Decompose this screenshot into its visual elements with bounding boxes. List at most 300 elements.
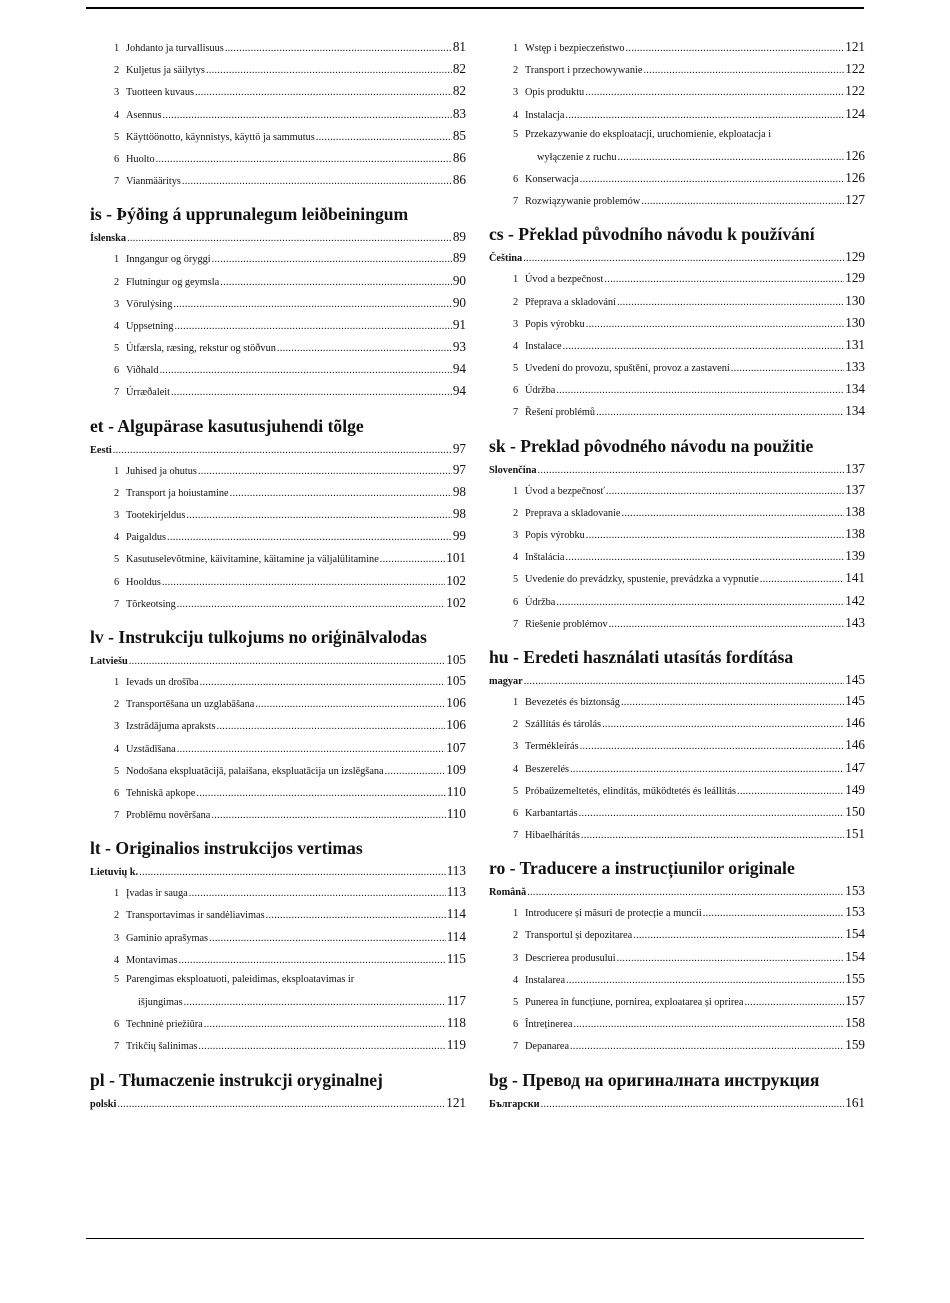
toc-entry[interactable] bbox=[489, 167, 865, 189]
page-number: 119 bbox=[446, 1037, 466, 1053]
leader-dots bbox=[177, 594, 445, 616]
toc-entry[interactable] bbox=[489, 734, 865, 756]
page-number: 138 bbox=[845, 526, 865, 541]
page-number: 153 bbox=[845, 904, 865, 920]
lang-label: magyar bbox=[489, 675, 523, 687]
entry-title: Depanarea bbox=[525, 1041, 570, 1053]
page-number: 141 bbox=[845, 570, 865, 586]
toc-entry[interactable] bbox=[90, 314, 466, 336]
toc-entry[interactable] bbox=[90, 58, 466, 80]
toc-entry[interactable] bbox=[489, 479, 865, 501]
entry-number: 1 bbox=[513, 485, 519, 497]
lang-label: Română bbox=[489, 887, 527, 899]
section-heading-hu[interactable]: hu - Eredeti használati utasítás fordítása bbox=[489, 646, 794, 667]
lang-line-pl[interactable] bbox=[90, 1093, 466, 1113]
toc-entry[interactable] bbox=[90, 714, 466, 736]
toc-entry[interactable] bbox=[90, 270, 466, 292]
toc-entry[interactable] bbox=[90, 1034, 466, 1056]
entry-number: 4 bbox=[513, 552, 519, 564]
entry-number: 4 bbox=[114, 954, 120, 966]
page-number: 98 bbox=[452, 483, 466, 499]
toc-entry[interactable] bbox=[90, 547, 466, 569]
entry-title: Riešenie problémov bbox=[525, 618, 608, 630]
leader-dots bbox=[139, 863, 446, 883]
page-number: 114 bbox=[446, 928, 466, 944]
toc-entry[interactable] bbox=[90, 948, 466, 970]
entry-title: Vörulýsing bbox=[126, 298, 173, 310]
toc-entry[interactable] bbox=[90, 459, 466, 481]
section-heading-is[interactable]: is - Þýðing á upprunalegum leiðbeiningum bbox=[90, 204, 409, 225]
toc-entry-continued[interactable] bbox=[489, 145, 865, 167]
lang-label: Български bbox=[489, 1098, 540, 1110]
lang-line-is[interactable] bbox=[90, 227, 466, 247]
page-number: 105 bbox=[446, 672, 466, 688]
entry-title: Szállítás és tárolás bbox=[525, 719, 602, 731]
entry-title: Przekazywanie do eksploatacji, uruchomienie, ekploatacja i bbox=[525, 128, 772, 140]
entry-title: Flutningur og geymsla bbox=[126, 276, 220, 288]
entry-number: 6 bbox=[114, 365, 120, 377]
entry-title: Montavimas bbox=[126, 954, 178, 966]
entry-number: 4 bbox=[513, 974, 519, 986]
entry-title: wyłączenie z ruchu bbox=[537, 151, 617, 163]
page-number: 82 bbox=[452, 83, 466, 99]
toc-entry[interactable] bbox=[90, 80, 466, 102]
entry-number: 4 bbox=[114, 320, 120, 332]
entry-number: 2 bbox=[114, 65, 120, 77]
entry-number: 4 bbox=[114, 109, 120, 121]
leader-dots bbox=[622, 503, 845, 525]
toc-entry[interactable] bbox=[90, 759, 466, 781]
toc-entry[interactable] bbox=[489, 801, 865, 823]
leader-dots bbox=[196, 783, 445, 805]
entry-number: 6 bbox=[114, 1019, 120, 1031]
toc-entry[interactable] bbox=[489, 58, 865, 80]
entry-number: 1 bbox=[114, 43, 120, 54]
leader-dots bbox=[206, 60, 452, 82]
page-number: 114 bbox=[446, 906, 466, 922]
leader-dots bbox=[177, 739, 445, 761]
toc-entry[interactable] bbox=[489, 990, 865, 1012]
leader-dots bbox=[198, 461, 452, 483]
leader-dots bbox=[527, 883, 844, 903]
leader-dots bbox=[212, 249, 452, 271]
leader-dots bbox=[586, 525, 844, 547]
toc-entry[interactable] bbox=[489, 567, 865, 589]
entry-title: Rozwiązywanie problemów bbox=[525, 196, 641, 208]
entry-title: Uppsetning bbox=[126, 320, 174, 332]
lang-line-et[interactable] bbox=[90, 439, 466, 459]
page-number: 110 bbox=[446, 806, 466, 822]
entry-title: Wstęp i bezpieczeństwo bbox=[525, 43, 625, 54]
toc-entry[interactable] bbox=[489, 1012, 865, 1034]
leader-dots bbox=[209, 928, 446, 950]
entry-number: 3 bbox=[114, 298, 120, 310]
page-number: 129 bbox=[845, 249, 865, 265]
page-number: 106 bbox=[446, 695, 466, 711]
lang-label: polski bbox=[90, 1098, 117, 1110]
toc-entry[interactable] bbox=[90, 103, 466, 125]
entry-title: Údržba bbox=[525, 596, 556, 608]
toc-entry[interactable] bbox=[489, 312, 865, 334]
toc-entry[interactable] bbox=[90, 881, 466, 903]
leader-dots bbox=[173, 294, 451, 316]
toc-entry[interactable] bbox=[90, 570, 466, 592]
leader-dots bbox=[604, 269, 844, 291]
toc-entry[interactable] bbox=[90, 781, 466, 803]
leader-dots bbox=[225, 38, 452, 60]
page-number: 131 bbox=[845, 336, 865, 352]
entry-title: Úvod a bezpečnost bbox=[525, 274, 604, 286]
entry-number: 7 bbox=[114, 1041, 120, 1053]
page-number: 155 bbox=[845, 970, 865, 986]
leader-dots bbox=[211, 805, 445, 827]
lang-label: Íslenska bbox=[90, 233, 127, 245]
leader-dots bbox=[385, 761, 446, 783]
toc-entry[interactable] bbox=[489, 968, 865, 990]
toc-entry[interactable] bbox=[90, 737, 466, 759]
page-number: 151 bbox=[845, 826, 865, 842]
page-number: 150 bbox=[845, 803, 865, 819]
toc-entry[interactable] bbox=[489, 779, 865, 801]
leader-dots bbox=[220, 272, 452, 294]
page-number: 154 bbox=[845, 948, 865, 964]
toc-entry[interactable] bbox=[90, 336, 466, 358]
toc-entry[interactable] bbox=[90, 803, 466, 825]
entry-number: 5 bbox=[114, 343, 120, 355]
entry-title: Popis výrobku bbox=[525, 318, 585, 330]
toc-entry[interactable] bbox=[90, 36, 466, 58]
entry-number: 6 bbox=[513, 173, 519, 185]
entry-title: Întreținerea bbox=[525, 1019, 573, 1031]
leader-dots bbox=[760, 569, 844, 591]
toc-entry[interactable] bbox=[489, 267, 865, 289]
entry-title: Trikčių šalinimas bbox=[126, 1041, 198, 1053]
entry-number: 5 bbox=[513, 363, 519, 375]
lv-section bbox=[90, 670, 466, 825]
page-number: 89 bbox=[452, 250, 466, 266]
entry-number: 4 bbox=[114, 743, 120, 755]
is-section bbox=[90, 247, 466, 402]
leader-dots bbox=[129, 652, 445, 672]
fi-section bbox=[90, 36, 466, 191]
page-number: 97 bbox=[452, 440, 466, 456]
entry-number: 1 bbox=[114, 888, 120, 900]
entry-number: 5 bbox=[513, 128, 519, 140]
page-number: 89 bbox=[452, 229, 466, 245]
page-number: 126 bbox=[845, 147, 865, 163]
toc-entry[interactable] bbox=[489, 923, 865, 945]
entry-number: 3 bbox=[513, 87, 519, 99]
toc-entry[interactable] bbox=[90, 481, 466, 503]
entry-number: 6 bbox=[513, 385, 519, 397]
page-number: 122 bbox=[845, 83, 865, 99]
toc-entry[interactable] bbox=[90, 592, 466, 614]
entry-title: Inštalácia bbox=[525, 552, 565, 564]
leader-dots bbox=[570, 1036, 844, 1058]
entry-title: Nodošana ekspluatācijā, palaišana, ekspluatācija un izslēgšana bbox=[126, 765, 384, 777]
entry-number: 7 bbox=[114, 810, 120, 822]
section-heading-et[interactable]: et - Algupärase kasutusjuhendi tõlge bbox=[90, 415, 364, 436]
toc-entry[interactable] bbox=[489, 189, 865, 211]
toc-entry[interactable] bbox=[489, 590, 865, 612]
entry-title: Transport i przechowywanie bbox=[525, 65, 643, 77]
page-number: 137 bbox=[845, 460, 865, 476]
toc-entry[interactable] bbox=[489, 612, 865, 634]
leader-dots bbox=[570, 759, 844, 781]
toc-entry[interactable] bbox=[90, 147, 466, 169]
entry-number: 6 bbox=[513, 596, 519, 608]
page-number: 109 bbox=[446, 761, 466, 777]
ro-section bbox=[489, 901, 865, 1056]
lang-line-lv[interactable] bbox=[90, 650, 466, 670]
toc-entry[interactable] bbox=[489, 523, 865, 545]
leader-dots bbox=[380, 549, 445, 571]
section-heading-ro[interactable]: ro - Traducere a instrucțiunilor originale bbox=[489, 858, 795, 879]
toc-entry[interactable] bbox=[489, 103, 865, 125]
toc-entry[interactable] bbox=[489, 501, 865, 523]
leader-dots bbox=[524, 672, 844, 692]
entry-title: Tehniskā apkope bbox=[126, 787, 196, 799]
entry-title: Preprava a skladovanie bbox=[525, 507, 621, 519]
entry-title: Řešení problémů bbox=[525, 407, 596, 419]
toc-entry[interactable] bbox=[489, 690, 865, 712]
page-number: 85 bbox=[452, 127, 466, 143]
toc-entry[interactable] bbox=[489, 901, 865, 923]
page-number: 124 bbox=[845, 105, 865, 121]
leader-dots bbox=[586, 314, 844, 336]
entry-number: 5 bbox=[114, 974, 120, 985]
page-number: 133 bbox=[845, 359, 865, 375]
entry-title: Karbantartás bbox=[525, 807, 578, 819]
entry-number: 5 bbox=[513, 785, 519, 797]
toc-entry[interactable] bbox=[90, 525, 466, 547]
entry-title: Bevezetés és biztonság bbox=[525, 696, 620, 708]
entry-title: Hibaelhárítás bbox=[525, 830, 580, 842]
section-heading-sk[interactable]: sk - Preklad pôvodného návodu na použitie bbox=[489, 435, 814, 456]
section-heading-lv[interactable]: lv - Instrukciju tulkojums no oriģinālvalodas bbox=[90, 626, 427, 647]
top-rule bbox=[86, 7, 864, 9]
entry-title: Techninė priežiūra bbox=[126, 1019, 203, 1031]
lang-line-ro[interactable] bbox=[489, 881, 865, 901]
leader-dots bbox=[617, 948, 845, 970]
toc-entry[interactable] bbox=[90, 380, 466, 402]
entry-title: Tuotteen kuvaus bbox=[126, 87, 194, 99]
entry-number: 5 bbox=[114, 131, 120, 143]
lang-line-bg[interactable] bbox=[489, 1093, 865, 1113]
leader-dots bbox=[565, 547, 844, 569]
toc-entry[interactable] bbox=[90, 292, 466, 314]
leader-dots bbox=[617, 292, 844, 314]
toc-entry[interactable] bbox=[489, 823, 865, 845]
leader-dots bbox=[277, 338, 452, 360]
toc-entry[interactable] bbox=[90, 970, 466, 990]
toc-entry[interactable] bbox=[489, 757, 865, 779]
entry-number: 2 bbox=[513, 507, 519, 519]
entry-title: Asennus bbox=[126, 109, 162, 121]
leader-dots bbox=[580, 169, 844, 191]
entry-number: 6 bbox=[513, 807, 519, 819]
toc-entry[interactable] bbox=[90, 169, 466, 191]
entry-title: Přeprava a skladování bbox=[525, 296, 616, 308]
page-number: 153 bbox=[845, 883, 865, 899]
page-number: 105 bbox=[446, 651, 466, 667]
leader-dots bbox=[556, 380, 844, 402]
entry-number: 3 bbox=[513, 952, 519, 964]
entry-title: Huolto bbox=[126, 153, 155, 165]
toc-entry[interactable] bbox=[489, 290, 865, 312]
leader-dots bbox=[609, 614, 845, 636]
section-heading-cs[interactable]: cs - Překlad původního návodu k používání bbox=[489, 224, 815, 245]
page-number: 122 bbox=[845, 61, 865, 77]
entry-number: 2 bbox=[114, 276, 120, 288]
page-number: 134 bbox=[845, 403, 865, 419]
section-heading-lt[interactable]: lt - Originalios instrukcijos vertimas bbox=[90, 838, 363, 859]
leader-dots bbox=[566, 970, 844, 992]
leader-dots bbox=[184, 992, 446, 1014]
entry-number: 3 bbox=[513, 741, 519, 753]
toc-entry[interactable] bbox=[90, 926, 466, 948]
toc-entry[interactable] bbox=[90, 1012, 466, 1034]
leader-dots bbox=[255, 694, 445, 716]
page-number: 145 bbox=[845, 671, 865, 687]
toc-entry[interactable] bbox=[489, 334, 865, 356]
toc-entry[interactable] bbox=[489, 80, 865, 102]
toc-entry[interactable] bbox=[90, 692, 466, 714]
entry-title: Útfærsla, ræsing, rekstur og stöðvun bbox=[126, 343, 276, 355]
entry-number: 2 bbox=[513, 719, 519, 731]
entry-title: Opis produktu bbox=[525, 87, 585, 99]
page-number: 107 bbox=[446, 739, 466, 755]
section-heading-bg[interactable]: bg - Превод на оригиналната инструкция bbox=[489, 1069, 820, 1090]
page-number: 146 bbox=[845, 737, 865, 753]
toc-entry[interactable] bbox=[489, 1034, 865, 1056]
page-number: 154 bbox=[845, 926, 865, 942]
entry-title: Popis výrobku bbox=[525, 530, 585, 541]
toc-entry[interactable] bbox=[489, 125, 865, 145]
leader-dots bbox=[162, 105, 451, 127]
lang-line-hu[interactable] bbox=[489, 670, 865, 690]
page-number: 146 bbox=[845, 715, 865, 731]
lang-line-lt[interactable] bbox=[90, 861, 466, 881]
leader-dots bbox=[200, 672, 446, 694]
entry-number: 1 bbox=[513, 696, 519, 708]
entry-title: Inngangur og öryggi bbox=[126, 254, 211, 266]
leader-dots bbox=[127, 229, 452, 249]
entry-title: Kasutuselevõtmine, käivitamine, käitamine ja väljalülitamine bbox=[126, 554, 379, 566]
page-number: 157 bbox=[845, 993, 865, 1008]
toc-entry[interactable] bbox=[90, 503, 466, 525]
leader-dots bbox=[731, 358, 844, 380]
leader-dots bbox=[217, 716, 446, 738]
leader-dots bbox=[579, 803, 845, 825]
entry-number: 7 bbox=[513, 830, 519, 842]
entry-title: Johdanto ja turvallisuus bbox=[126, 43, 224, 54]
entry-title: Introducere și măsuri de protecție a muncii bbox=[525, 908, 702, 920]
entry-title: Beszerelés bbox=[525, 763, 570, 775]
entry-number: 1 bbox=[114, 254, 120, 266]
leader-dots bbox=[113, 441, 452, 461]
leader-dots bbox=[198, 1036, 445, 1058]
toc-entry[interactable] bbox=[489, 400, 865, 422]
toc-entry[interactable] bbox=[90, 247, 466, 269]
toc-entry[interactable] bbox=[489, 946, 865, 968]
leader-dots bbox=[581, 825, 844, 847]
entry-number: 3 bbox=[513, 530, 519, 541]
page-number: 99 bbox=[452, 528, 466, 544]
toc-entry[interactable] bbox=[489, 36, 865, 58]
pl-section bbox=[489, 36, 865, 125]
page-number: 97 bbox=[452, 461, 466, 477]
entry-number: 5 bbox=[513, 574, 519, 586]
entry-title: Hooldus bbox=[126, 576, 161, 588]
entry-title: Transportavimas ir sandėliavimas bbox=[126, 910, 265, 922]
page-number: 98 bbox=[452, 506, 466, 521]
entry-number: 1 bbox=[513, 908, 519, 920]
toc-entry[interactable] bbox=[90, 903, 466, 925]
et-section bbox=[90, 459, 466, 614]
entry-title: Tootekirjeldus bbox=[126, 510, 186, 521]
entry-number: 2 bbox=[513, 930, 519, 942]
entry-title: Punerea în funcțiune, pornirea, exploatarea și oprirea bbox=[525, 997, 744, 1008]
toc-entry[interactable] bbox=[489, 378, 865, 400]
entry-title: Uvedenie do prevádzky, spustenie, prevádzka a vypnutie bbox=[525, 574, 759, 586]
toc-entry[interactable] bbox=[489, 545, 865, 567]
leader-dots bbox=[117, 1095, 445, 1115]
entry-title: Juhised ja ohutus bbox=[126, 465, 197, 477]
toc-entry[interactable] bbox=[489, 356, 865, 378]
page-number: 121 bbox=[845, 39, 865, 54]
entry-title: Konserwacja bbox=[525, 173, 579, 185]
page-number: 161 bbox=[845, 1094, 865, 1110]
toc-entry-continued[interactable] bbox=[90, 990, 466, 1012]
leader-dots bbox=[580, 736, 845, 758]
lang-line-cs[interactable] bbox=[489, 247, 865, 267]
entry-number: 4 bbox=[513, 340, 519, 352]
section-heading-pl[interactable]: pl - Tłumaczenie instrukcji oryginalnej bbox=[90, 1069, 383, 1090]
toc-entry[interactable] bbox=[90, 358, 466, 380]
leader-dots bbox=[744, 992, 844, 1014]
entry-number: 1 bbox=[114, 676, 120, 688]
page-number: 126 bbox=[845, 169, 865, 185]
pl-section-after bbox=[489, 167, 865, 211]
page-number: 102 bbox=[446, 594, 466, 610]
leader-dots bbox=[596, 402, 844, 424]
page-number: 101 bbox=[446, 550, 466, 566]
leader-dots bbox=[538, 461, 845, 481]
toc-entry[interactable] bbox=[90, 670, 466, 692]
lang-line-sk[interactable] bbox=[489, 459, 865, 479]
entry-number: 5 bbox=[513, 997, 519, 1008]
entry-title: Transportul și depozitarea bbox=[525, 930, 633, 942]
page-number: 147 bbox=[845, 759, 865, 775]
page-number: 113 bbox=[446, 863, 466, 879]
toc-entry[interactable] bbox=[90, 125, 466, 147]
sk-section bbox=[489, 479, 865, 634]
leader-dots bbox=[160, 360, 452, 382]
leader-dots bbox=[585, 82, 844, 104]
entry-number: 1 bbox=[513, 43, 519, 54]
page-number: 121 bbox=[446, 1094, 466, 1110]
lang-label: Slovenčina bbox=[489, 464, 537, 476]
entry-number: 3 bbox=[114, 721, 120, 733]
leader-dots bbox=[633, 925, 844, 947]
toc-entry[interactable] bbox=[489, 712, 865, 734]
entry-title: Käyttöönotto, käynnistys, käyttö ja sammutus bbox=[126, 131, 315, 143]
entry-number: 4 bbox=[513, 109, 519, 121]
page-number: 142 bbox=[845, 592, 865, 608]
entry-number: 7 bbox=[114, 598, 120, 610]
entry-number: 7 bbox=[114, 387, 120, 399]
